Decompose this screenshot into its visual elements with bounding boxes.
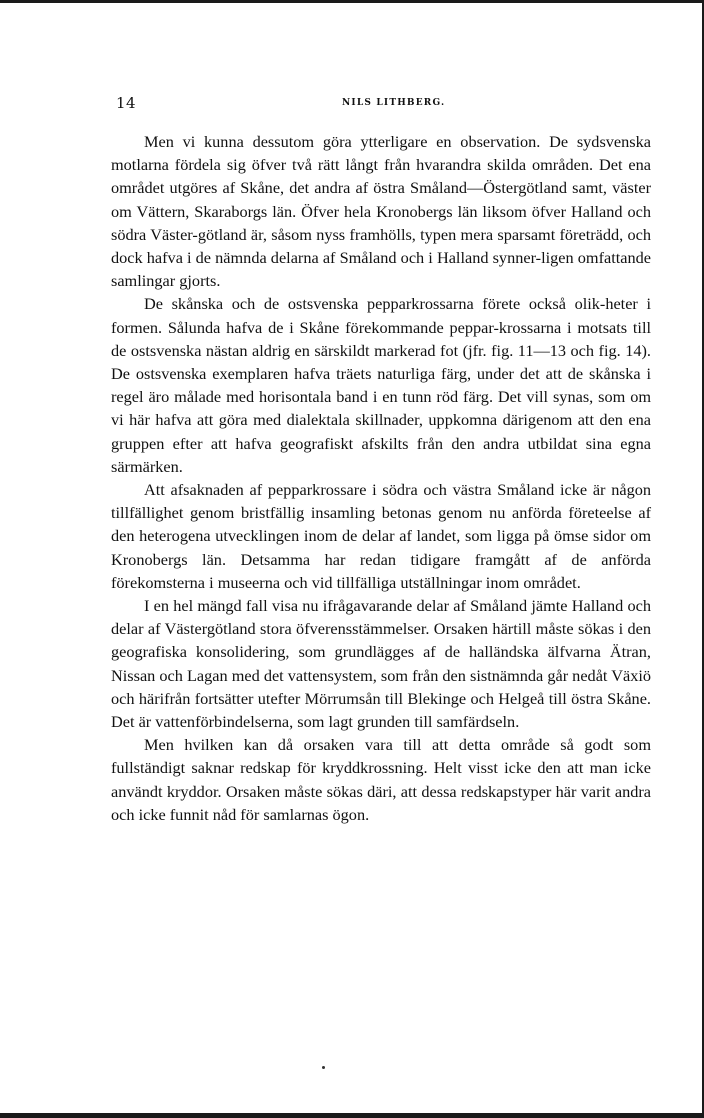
running-head bbox=[116, 94, 650, 114]
paragraph-2: De skånska och de ostsvenska pepparkrossarna förete också olik-heter i formen. Sålunda hafva de i Skåne förekommande peppar-krossarna i motsats till de ostsvenska nästan aldrig en särskildt markerad fot (jfr. fig. 11—13 och fig. 14). De ostsvenska exemplaren hafva träets naturliga färg, under det att de skånska i regel äro målade med horisontala band i en tunn röd färg. Det vill synas, som om vi här hafva att göra med dialektala skillnader, uppkomna därigenom att den ena gruppen efter att hafva geografiskt afskilts från den andra utbildat sina egna särmärken. bbox=[111, 294, 651, 476]
scan-speck bbox=[322, 1066, 325, 1069]
running-title: NILS LITHBERG. bbox=[342, 98, 446, 108]
scan-edge-bottom bbox=[0, 1113, 704, 1118]
scan-edge-top bbox=[0, 0, 704, 3]
paragraph-4: I en hel mängd fall visa nu ifrågavarande delar af Småland jämte Halland och delar af Västergötland stora öfverensstämmelser. Orsaken härtill måste sökas i den geografiska konsolidering, som grundlägges af de halländska älfvarna Ätran, Nissan och Lagan med det vattensystem, som från den sistnämnda går nedåt Växiö och härifrån fortsätter utefter Mörrumsån till Blekinge och Helgeå till östra Skåne. Det är vattenförbindelserna, som lagt grunden till samfärdseln. bbox=[111, 596, 652, 732]
paragraph-1: Men vi kunna dessutom göra ytterligare en observation. De sydsvenska motlarna fördela sig öfver två rätt långt från hvarandra skilda områden. Det ena området utgöres af Skåne, det andra af östra Småland—Östergötland samt, väster om Vättern, Skaraborgs län. Öfver hela Kronobergs län liksom öfver Halland och södra Väster-götland är, såsom nyss framhölls, typen mera sparsamt företrädd, och dock hafva i de nämnda delarna af Småland och i Halland synner-ligen omfattande samlingar gjorts. bbox=[111, 132, 651, 291]
page-number: 14 bbox=[116, 94, 137, 112]
paragraph-5: Men hvilken kan då orsaken vara till att detta område så godt som fullständigt saknar redskap för kryddkrossning. Helt visst icke den att man icke användt kryddor. Orsaken måste sökas däri, att dessa redskapstyper här varit andra och icke funnit nåd för samlarnas ögon. bbox=[111, 735, 651, 824]
paragraph-3: Att afsaknaden af pepparkrossare i södra och västra Småland icke är någon tillfällighet genom bristfällig insamling betonas genom nu anförda företeelse af den heterogena utvecklingen inom de delar af landet, som ligga på ömse sidor om Kronobergs län. Detsamma har redan tidigare framgått af de anförda förekomsterna i museerna och vid tillfälliga utställningar inom området. bbox=[111, 480, 651, 592]
body-text bbox=[111, 130, 651, 826]
